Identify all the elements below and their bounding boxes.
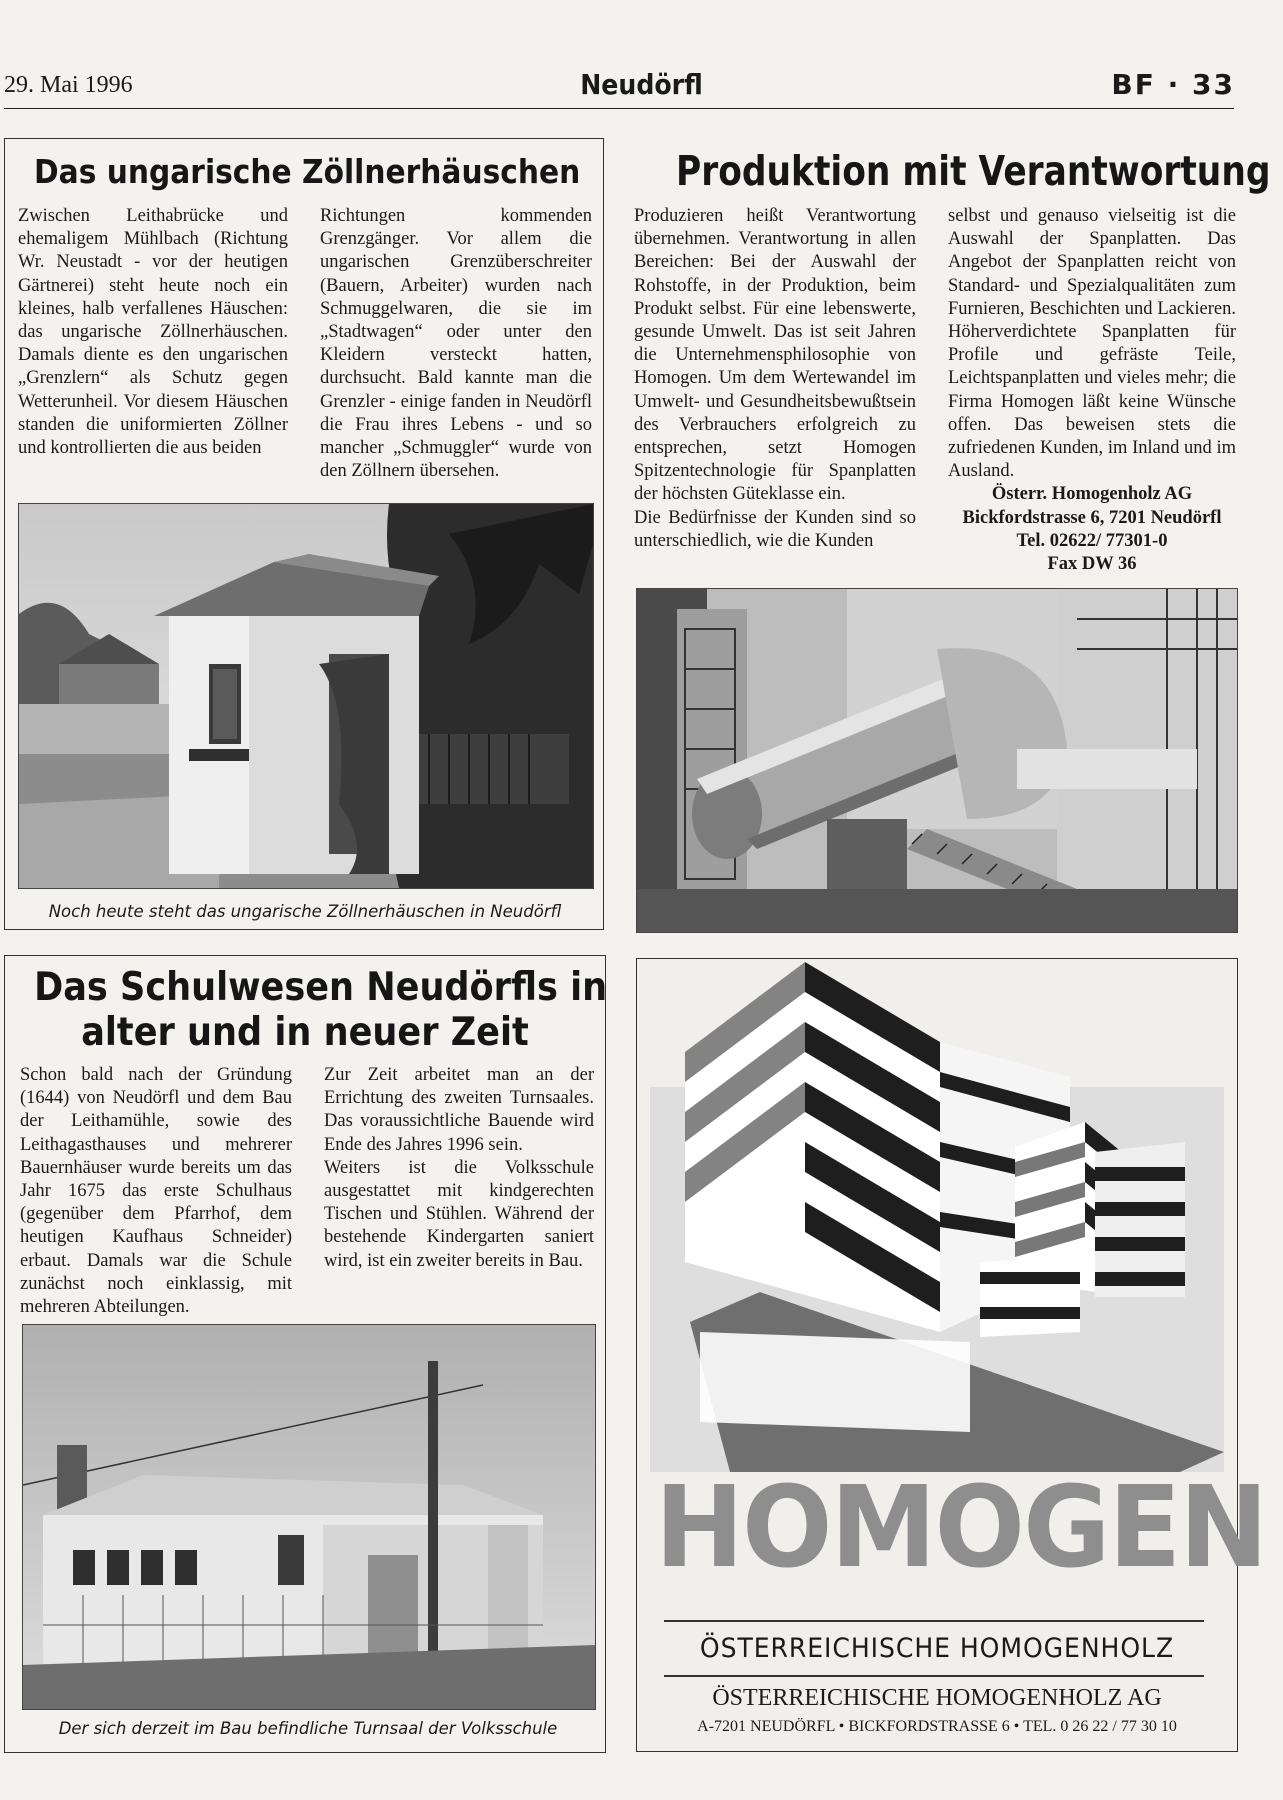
homogen-tagline: ÖSTERREICHISCHE HOMOGENHOLZ xyxy=(699,1633,1175,1664)
photo-production-plant xyxy=(636,588,1238,933)
homogen-logo-text: HOMOGEN xyxy=(654,1463,1267,1593)
homogen-company: ÖSTERREICHISCHE HOMOGENHOLZ AG xyxy=(712,1685,1162,1711)
header-rule xyxy=(4,108,1234,109)
photo-turnsaal-image xyxy=(23,1325,595,1709)
contact-fax: Fax DW 36 xyxy=(1047,554,1137,575)
photo-production-plant-image xyxy=(637,589,1237,932)
section-title: Neudörfl xyxy=(580,68,703,101)
photo-zoellnerhaeuschen-image xyxy=(19,504,593,888)
article-produktion-col2: selbst und genauso vielseitig ist die Auswahl der Spanplatten. Das Angebot der Spanplatten reicht von Standard- und Spezialqualitäten zum Furnieren, Beschichten und Lackieren. Höherverdichtete Spanplatten für Profile und gefräste Teile, Leichtspanplatten und vieles mehr; die Firma Homogen läßt keine Wünsche offen. Das beweisen stets die zufriedenen Kunden, im Inland und im Ausland. Österr. Homogenholz AG Bickfordstrasse 6, 7201 Neudörfl Tel. 02622/ 77301-0 Fax DW 36 xyxy=(948,205,1236,576)
article-schulwesen-title-line2: alter und in neuer Zeit xyxy=(81,1010,529,1055)
homogen-tagline-rule xyxy=(664,1675,1204,1677)
contact-company: Österr. Homogenholz AG xyxy=(991,484,1193,505)
article-schulwesen-col1: Schon bald nach der Gründung (1644) von Neudörfl und dem Bau der Leithamühle, sowie des Leithagasthauses und mehrerer Bauernhäuser wurde bereits um das Jahr 1675 das erste Schulhaus (gegenüber dem Pfarrhof, dem heutigen Kaufhaus Schneider) erbaut. Damals war die Schule zunächst noch einklassig, mit mehreren Abteilungen. xyxy=(20,1065,292,1318)
homogen-logo-rule xyxy=(664,1620,1204,1622)
homogen-address: A-7201 NEUDÖRFL • BICKFORDSTRASSE 6 • TEL. 0 26 22 / 77 30 10 xyxy=(697,1718,1177,1735)
article-schulwesen-title-line1: Das Schulwesen Neudörfls in xyxy=(34,965,608,1010)
photo-turnsaal xyxy=(22,1324,596,1710)
issue-date: 29. Mai 1996 xyxy=(4,72,133,98)
article-produktion-title: Produktion mit Verantwortung xyxy=(676,147,1271,195)
contact-tel: Tel. 02622/ 77301-0 xyxy=(1016,530,1168,551)
photo-zoellnerhaeuschen xyxy=(18,503,594,889)
article-produktion-col1: Produzieren heißt Verantwortung übernehmen. Verantwortung in allen Bereichen: Bei der Auswahl der Rohstoffe, in der Produktion, beim Produkt selbst. Für eine lebenswerte, gesunde Umwelt. Das ist seit Jahren die Unternehmensphilosophie von Homogen. Um dem Wertewandel im Umwelt- und Gesundheitsbewußtsein des Verbrauchers erfolgreich zu entsprechen, setzt Homogen Spitzentechnologie für Spanplatten der höchsten Güteklasse ein. Die Bedürfnisse der Kunden sind so unterschiedlich, wie die Kunden xyxy=(634,206,916,551)
article-schulwesen-col2: Zur Zeit arbeitet man an der Errichtung des zweiten Turnsaales. Das voraussichtliche Bauende wird Ende des Jahres 1996 sein. Weiters ist die Volksschule ausgestattet mit kindgerechten Tischen und Stühlen. Während der bestehende Kindergarten saniert wird, ist ein zweiter bereits in Bau. xyxy=(324,1065,594,1271)
contact-address: Bickfordstrasse 6, 7201 Neudörfl xyxy=(962,507,1222,528)
article-zoellnerhaeuschen-col2: Richtungen kommenden Grenzgänger. Vor allem die ungarischen Grenzüberschreiter (Bauern, Arbeiter) wurden nach Schmuggelwaren, die sie im „Stadtwagen“ oder unter den Kleidern versteckt hatten, durchsucht. Bald kannte man die Grenzler - einige fanden in Neudörfl die Frau ihres Lebens - und so mancher „Schmuggler“ wurde von den Zöllnern übersehen. xyxy=(320,206,592,482)
article-zoellnerhaeuschen-title: Das ungarische Zöllnerhäuschen xyxy=(34,152,581,191)
photo-zoellnerhaeuschen-caption: Noch heute steht das ungarische Zöllnerhäuschen in Neudörfl xyxy=(48,902,562,921)
photo-turnsaal-caption: Der sich derzeit im Bau befindliche Turnsaal der Volksschule xyxy=(58,1719,558,1738)
article-zoellnerhaeuschen-col1: Zwischen Leithabrücke und ehemaligem Mühlbach (Richtung Wr. Neustadt - vor der heutigen Gärtnerei) steht heute noch ein kleines, halb verfallenes Häuschen: das ungarische Zöllnerhäuschen. Damals diente es den ungarischen „Grenzlern“ als Schutz gegen Wetterunheil. Vor diesem Häuschen standen die uniformierten Zöllner und kontrollierten die aus beiden xyxy=(18,206,288,459)
page-number: BF · 33 xyxy=(1111,68,1235,101)
